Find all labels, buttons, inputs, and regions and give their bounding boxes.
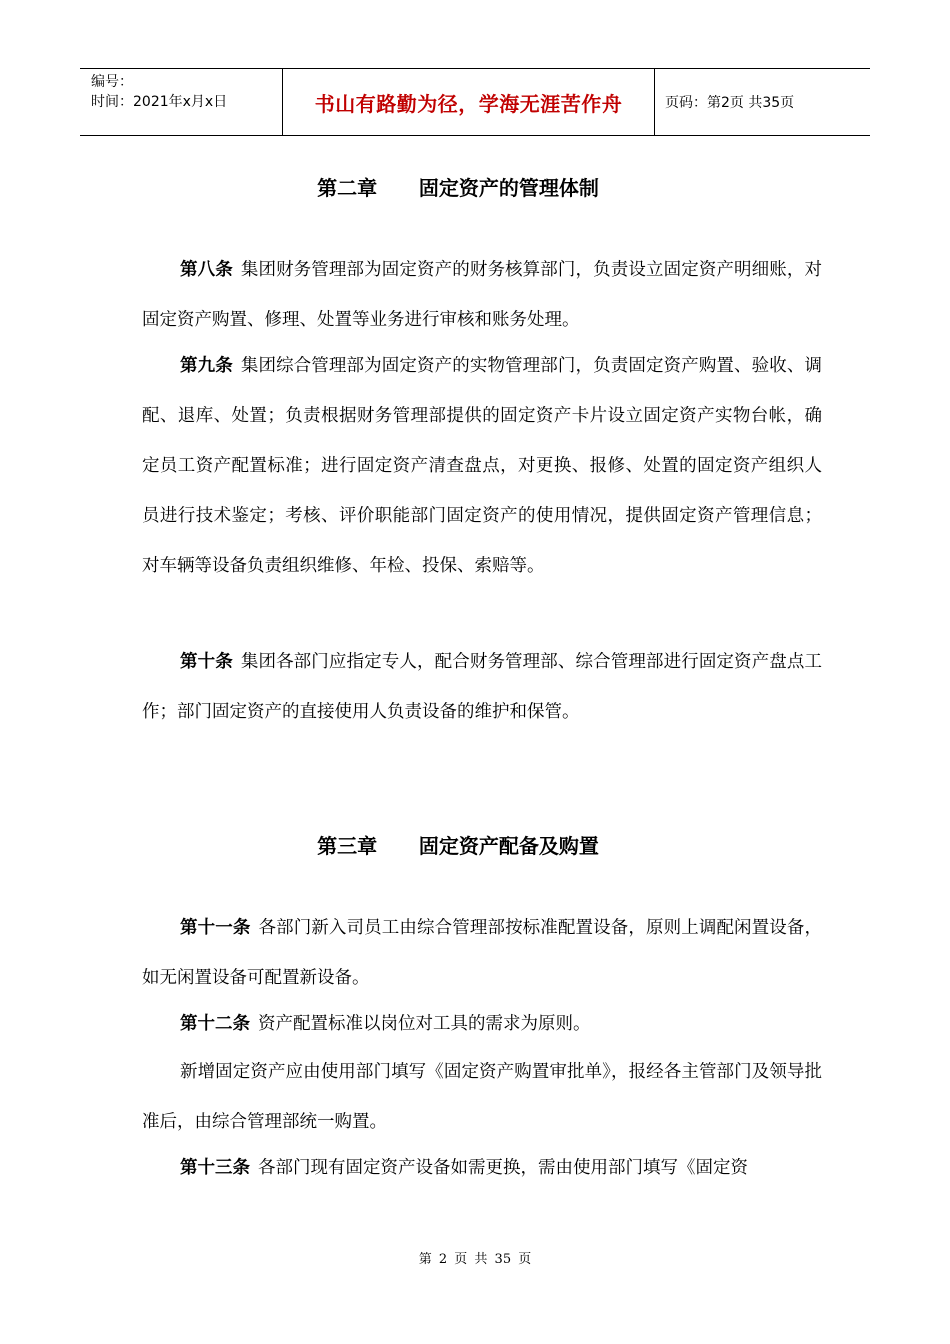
article-11 — [142, 903, 822, 1003]
article-8 — [142, 245, 822, 345]
article-10-text: 集团各部门应指定专人，配合财务管理部、综合管理部进行固定资产盘点工作；部门固定资产的直接使用人负责设备的维护和保管。 — [142, 652, 822, 722]
number-label: 编号： — [91, 74, 133, 90]
article-12-label: 第十二条 — [180, 1014, 250, 1034]
page-footer: 第 2 页 共 35 页 — [418, 1252, 532, 1267]
article-8-text: 集团财务管理部为固定资产的财务核算部门，负责设立固定资产明细账，对固定资产购置、修理、处置等业务进行审核和账务处理。 — [142, 260, 822, 330]
article-13-label: 第十三条 — [180, 1158, 250, 1178]
paragraph-new-assets — [142, 1047, 822, 1147]
article-9 — [142, 341, 822, 591]
article-12 — [142, 999, 822, 1049]
time-label: 时间：2021年x月x日 — [91, 94, 228, 110]
article-11-label: 第十一条 — [180, 918, 251, 938]
paragraph-new-assets-text: 新增固定资产应由使用部门填写《固定资产购置审批单》，报经各主管部门及领导批准后，由综合管理部统一购置。 — [142, 1062, 822, 1132]
document-header — [80, 68, 870, 136]
article-9-label: 第九条 — [180, 356, 233, 376]
page-info: 页码：第2页 共35页 — [665, 95, 795, 111]
chapter-3-title: 第三章 固定资产配备及购置 — [317, 834, 599, 858]
motto: 书山有路勤为径，学海无涯苦作舟 — [282, 69, 655, 135]
article-13-text: 各部门现有固定资产设备如需更换，需由使用部门填写《固定资 — [258, 1158, 748, 1178]
article-10 — [142, 637, 822, 737]
article-10-label: 第十条 — [180, 652, 233, 672]
header-left-cell — [80, 69, 282, 135]
article-12-text: 资产配置标准以岗位对工具的需求为原则。 — [258, 1014, 591, 1034]
article-13 — [142, 1143, 822, 1193]
article-8-label: 第八条 — [180, 260, 233, 280]
article-11-text: 各部门新入司员工由综合管理部按标准配置设备，原则上调配闲置设备，如无闲置设备可配置新设备。 — [142, 918, 823, 988]
chapter-2-title: 第二章 固定资产的管理体制 — [317, 176, 599, 200]
article-9-text: 集团综合管理部为固定资产的实物管理部门，负责固定资产购置、验收、调配、退库、处置；负责根据财务管理部提供的固定资产卡片设立固定资产实物台帐，确定员工资产配置标准；进行固定资产清查盘点，对更换、报修、处置的固定资产组织人员进行技术鉴定；考核、评价职能部门固定资产的使用情况，提供固定资产管理信息；对车辆等设备负责组织维修、年检、投保、索赔等。 — [142, 356, 822, 576]
